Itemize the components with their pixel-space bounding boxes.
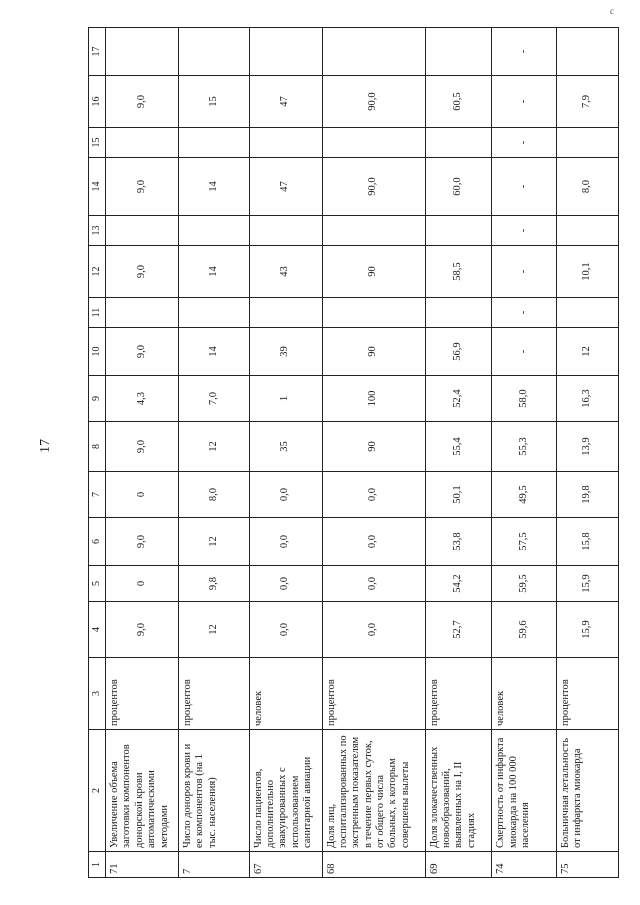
value-cell: 19,8	[556, 472, 618, 518]
page-number: 17	[38, 439, 53, 453]
value-cell: 12	[178, 422, 249, 472]
value-cell	[556, 216, 618, 246]
table-row	[249, 28, 322, 878]
value-cell: -	[492, 158, 556, 216]
value-cell: 8,0	[178, 472, 249, 518]
column-header: 5	[89, 566, 106, 602]
value-cell: 49,5	[492, 472, 556, 518]
value-cell: 12	[178, 518, 249, 566]
column-header: 2	[89, 730, 106, 852]
table-row	[425, 28, 492, 878]
value-cell: 55,4	[425, 422, 492, 472]
value-cell: 56,9	[425, 328, 492, 376]
value-cell: 9,0	[106, 518, 179, 566]
value-cell	[322, 128, 425, 158]
column-header: 13	[89, 216, 106, 246]
value-cell: 50,1	[425, 472, 492, 518]
column-header: 7	[89, 472, 106, 518]
unit-of-measure: процентов	[556, 658, 618, 730]
column-header: 9	[89, 376, 106, 422]
table-row	[106, 28, 179, 878]
value-cell: -	[492, 76, 556, 128]
value-cell: 90	[322, 246, 425, 298]
value-cell: 1	[249, 376, 322, 422]
value-cell: 47	[249, 158, 322, 216]
value-cell: 7,0	[178, 376, 249, 422]
value-cell: 0,0	[322, 518, 425, 566]
value-cell	[425, 28, 492, 76]
value-cell	[178, 216, 249, 246]
value-cell	[106, 298, 179, 328]
unit-of-measure: человек	[492, 658, 556, 730]
table-container	[88, 28, 619, 878]
row-number: 74	[492, 852, 556, 878]
value-cell: 0,0	[249, 472, 322, 518]
table-row	[492, 28, 556, 878]
value-cell: 9,0	[106, 158, 179, 216]
indicator-name: Больничная летальность от инфаркта миокарда	[556, 730, 618, 852]
value-cell: 59,5	[492, 566, 556, 602]
table-row	[178, 28, 249, 878]
value-cell: 9,0	[106, 602, 179, 658]
value-cell: 100	[322, 376, 425, 422]
value-cell	[178, 28, 249, 76]
value-cell: -	[492, 128, 556, 158]
value-cell: 0	[106, 566, 179, 602]
value-cell	[425, 298, 492, 328]
value-cell: 0,0	[249, 602, 322, 658]
value-cell	[249, 28, 322, 76]
column-header: 4	[89, 602, 106, 658]
value-cell: 60,0	[425, 158, 492, 216]
value-cell	[106, 128, 179, 158]
column-header: 16	[89, 76, 106, 128]
value-cell	[322, 298, 425, 328]
value-cell	[556, 28, 618, 76]
value-cell	[425, 128, 492, 158]
value-cell: -	[492, 328, 556, 376]
value-cell: 12	[556, 328, 618, 376]
value-cell: 47	[249, 76, 322, 128]
indicator-name: Увеличение объема заготовки компонентов донорской крови автоматическими методами	[106, 730, 179, 852]
indicator-name: Число доноров крови и ее компонентов (на 1 тыс. населения)	[178, 730, 249, 852]
value-cell: 90,0	[322, 76, 425, 128]
value-cell: 0,0	[249, 566, 322, 602]
column-header: 14	[89, 158, 106, 216]
unit-of-measure: человек	[249, 658, 322, 730]
value-cell: 53,8	[425, 518, 492, 566]
value-cell	[556, 298, 618, 328]
indicators-table	[88, 27, 619, 878]
value-cell: 9,0	[106, 328, 179, 376]
value-cell: 15	[178, 76, 249, 128]
value-cell: -	[492, 298, 556, 328]
row-number: 75	[556, 852, 618, 878]
value-cell: 60,5	[425, 76, 492, 128]
indicator-name: Доля злокачественных новообразований, выявленных на I, II стадиях	[425, 730, 492, 852]
column-header: 6	[89, 518, 106, 566]
value-cell: 52,4	[425, 376, 492, 422]
row-number: 71	[106, 852, 179, 878]
value-cell	[322, 28, 425, 76]
table-row	[556, 28, 618, 878]
value-cell: 14	[178, 328, 249, 376]
indicator-name: Число пациентов, дополнительно эвакуированных с использованием санитарной авиации	[249, 730, 322, 852]
value-cell: 39	[249, 328, 322, 376]
value-cell: 0,0	[322, 602, 425, 658]
rotated-table	[88, 28, 619, 878]
value-cell: 10,1	[556, 246, 618, 298]
value-cell	[106, 216, 179, 246]
value-cell: 58,0	[492, 376, 556, 422]
unit-of-measure: процентов	[106, 658, 179, 730]
column-header: 15	[89, 128, 106, 158]
value-cell: 7,9	[556, 76, 618, 128]
header-row	[89, 28, 106, 878]
unit-of-measure: процентов	[178, 658, 249, 730]
row-number: 67	[249, 852, 322, 878]
value-cell: 90,0	[322, 158, 425, 216]
unit-of-measure: процентов	[322, 658, 425, 730]
table-row	[322, 28, 425, 878]
value-cell: 0,0	[322, 472, 425, 518]
unit-of-measure: процентов	[425, 658, 492, 730]
value-cell: 9,0	[106, 246, 179, 298]
column-header: 1	[89, 852, 106, 878]
value-cell: 12	[178, 602, 249, 658]
value-cell: 90	[322, 328, 425, 376]
value-cell: 15,8	[556, 518, 618, 566]
value-cell	[556, 128, 618, 158]
value-cell: 9,0	[106, 76, 179, 128]
value-cell	[249, 128, 322, 158]
column-header: 8	[89, 422, 106, 472]
value-cell: 59,6	[492, 602, 556, 658]
value-cell: 13,9	[556, 422, 618, 472]
table-body	[106, 28, 619, 878]
indicator-name: Смертность от инфаркта миокарда на 100 000 населения	[492, 730, 556, 852]
corner-mark: c	[610, 6, 614, 16]
column-header: 3	[89, 658, 106, 730]
value-cell	[249, 298, 322, 328]
value-cell: 54,2	[425, 566, 492, 602]
value-cell: -	[492, 28, 556, 76]
value-cell: 57,5	[492, 518, 556, 566]
value-cell	[178, 128, 249, 158]
value-cell: 52,7	[425, 602, 492, 658]
value-cell: 0	[106, 472, 179, 518]
value-cell: -	[492, 216, 556, 246]
value-cell	[106, 28, 179, 76]
value-cell	[249, 216, 322, 246]
value-cell	[322, 216, 425, 246]
column-header: 10	[89, 328, 106, 376]
value-cell: 90	[322, 422, 425, 472]
value-cell: 15,9	[556, 602, 618, 658]
row-number: 7	[178, 852, 249, 878]
row-number: 69	[425, 852, 492, 878]
value-cell: 0,0	[322, 566, 425, 602]
value-cell: 14	[178, 246, 249, 298]
value-cell: -	[492, 246, 556, 298]
column-header: 17	[89, 28, 106, 76]
column-header: 12	[89, 246, 106, 298]
value-cell: 9,8	[178, 566, 249, 602]
value-cell: 4,3	[106, 376, 179, 422]
value-cell: 14	[178, 158, 249, 216]
value-cell: 16,3	[556, 376, 618, 422]
row-number: 68	[322, 852, 425, 878]
value-cell: 8,0	[556, 158, 618, 216]
value-cell: 43	[249, 246, 322, 298]
value-cell: 0,0	[249, 518, 322, 566]
value-cell: 15,9	[556, 566, 618, 602]
value-cell	[425, 216, 492, 246]
value-cell: 35	[249, 422, 322, 472]
column-header: 11	[89, 298, 106, 328]
value-cell: 58,5	[425, 246, 492, 298]
value-cell: 9,0	[106, 422, 179, 472]
indicator-name: Доля лиц, госпитализированных по экстренным показателям в течение первых суток, от общего числа больных, к которым совершены вылеты	[322, 730, 425, 852]
value-cell: 55,3	[492, 422, 556, 472]
value-cell	[178, 298, 249, 328]
